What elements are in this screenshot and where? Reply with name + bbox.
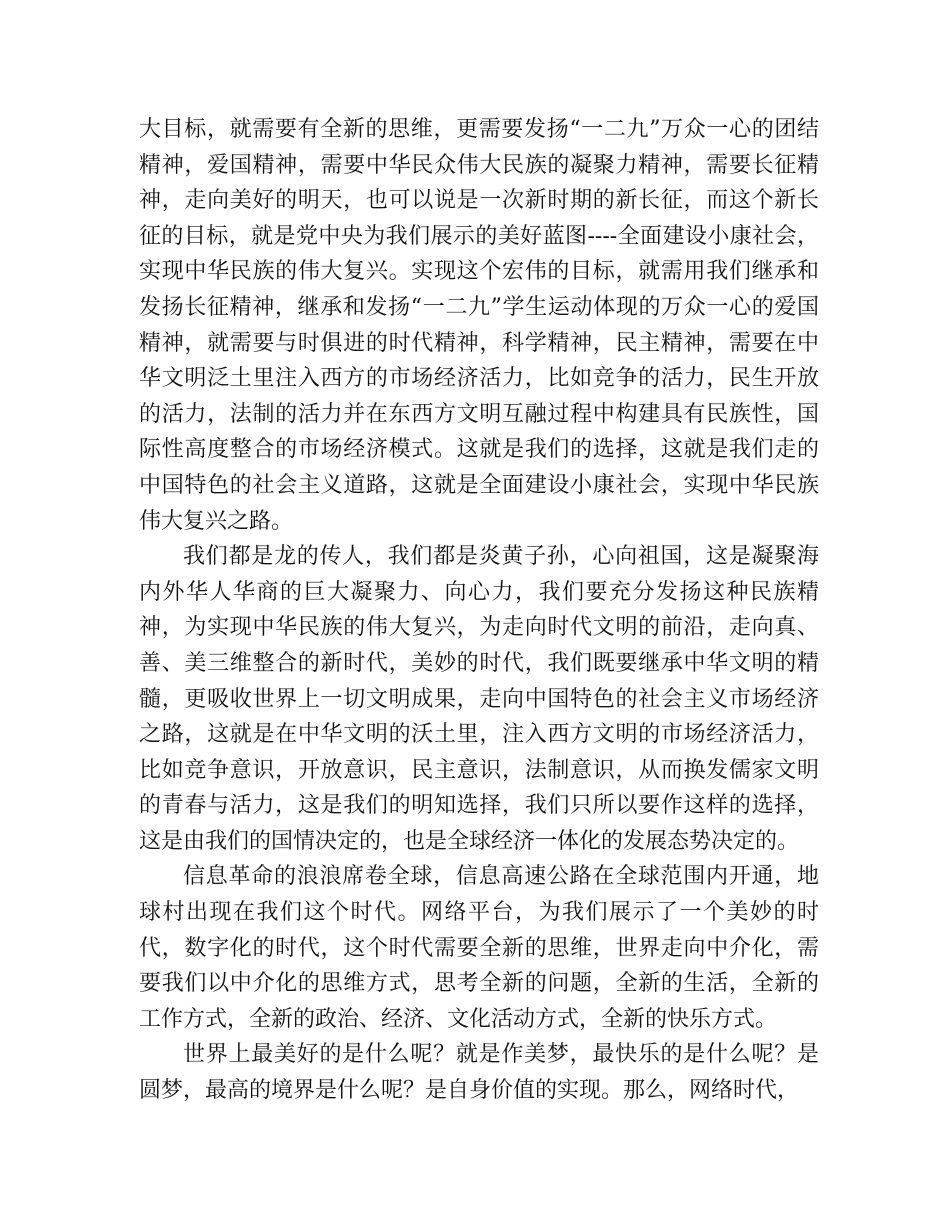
paragraph-2: 我们都是龙的传人，我们都是炎黄子孙，心向祖国，这是凝聚海内外华人华商的巨大凝聚力、向心力，我们要充分发扬这种民族精神，为实现中华民族的伟大复兴，为走向时代文明的前沿，走向真、善、美三维整合的新时代，美妙的时代，我们既要继承中华文明的精髓，更吸收世界上一切文明成果，走向中国特色的社会主义市场经济之路，这就是在中华文明的沃土里，注入西方文明的市场经济活力，比如竞争意识，开放意识，民主意识，法制意识，从而换发儒家文明的青春与活力，这是我们的明知选择，我们只所以要作这样的选择，这是由我们的国情决定的，也是全球经济一体化的发展态势决定的。 — [139, 544, 819, 854]
paragraph-3: 信息革命的浪浪席卷全球，信息高速公路在全球范围内开通，地球村出现在我们这个时代。网络平台，为我们展示了一个美妙的时代，数字化的时代，这个时代需要全新的思维，世界走向中介化，需要我们以中介化的思维方式，思考全新的问题，全新的生活，全新的工作方式，全新的政治、经济、文化活动方式，全新的快乐方式。 — [139, 864, 819, 1032]
paragraph-1: 大目标，就需要有全新的思维，更需要发扬“一二九”万众一心的团结精神，爱国精神，需要中华民众伟大民族的凝聚力精神，需要长征精神，走向美好的明天，也可以说是一次新时期的新长征，而这个新长征的目标，就是党中央为我们展示的美好蓝图----全面建设小康社会，实现中华民族的伟大复兴。实现这个宏伟的目标，就需用我们继承和发扬长征精神，继承和发扬“一二九”学生运动体现的万众一心的爱国精神，就需要与时俱进的时代精神，科学精神，民主精神，需要在中华文明泛土里注入西方的市场经济活力，比如竞争的活力，民生开放的活力，法制的活力并在东西方文明互融过程中构建具有民族性，国际性高度整合的市场经济模式。这就是我们的选择，这就是我们走的中国特色的社会主义道路，这就是全面建设小康社会，实现中华民族伟大复兴之路。 — [139, 117, 819, 534]
paragraph-4: 世界上最美好的是什么呢？就是作美梦，最快乐的是什么呢？是圆梦，最高的境界是什么呢？是自身价值的实现。那么，网络时代， — [139, 1042, 819, 1104]
body-text — [139, 112, 819, 1109]
